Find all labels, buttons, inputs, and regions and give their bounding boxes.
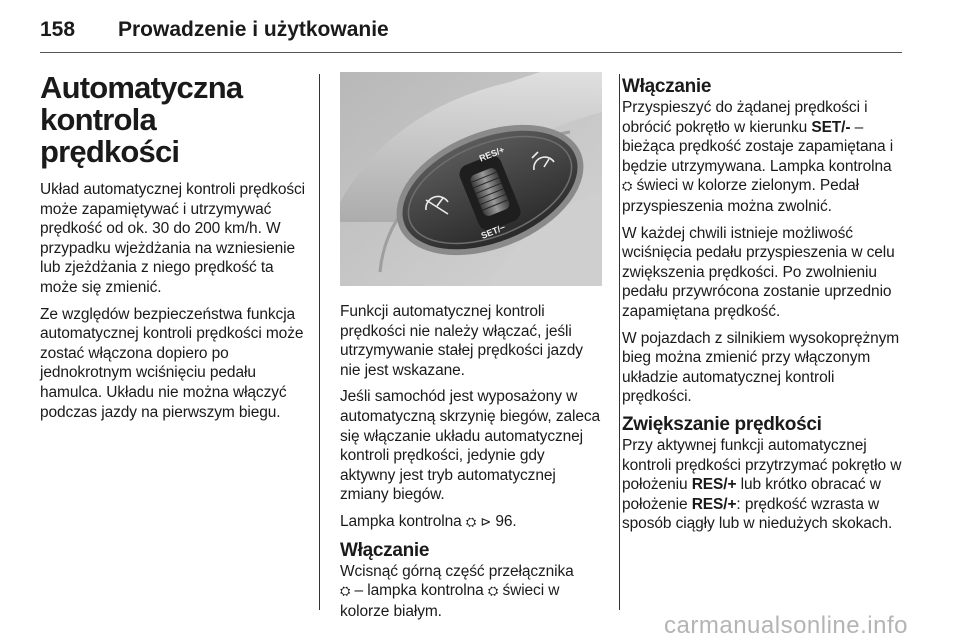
cruise-control-icon: ⛭ xyxy=(465,514,477,530)
subheading: Włączanie xyxy=(340,539,430,561)
column-right xyxy=(622,72,904,541)
section-title xyxy=(40,72,306,168)
set-button-ref: SET/- xyxy=(811,118,851,136)
res-button-ref: RES/+ xyxy=(691,476,737,494)
column-divider xyxy=(319,74,320,610)
paragraph: W każdej chwili istnieje możliwość wciśnięcia pedału przyspieszenia w celu zwiększenia prędkości. Po zwolnieniu pedału przywrócona zostanie uprzednio zapamiętana prędkość. xyxy=(622,224,895,320)
cruise-control-icon: ⛭ xyxy=(622,179,633,195)
page-header xyxy=(40,14,902,53)
paragraph: Przy aktywnej funkcji automatycznej kontroli prędkości przytrzymać pokrętło w położeniu RES/+ lub krótko obracać w położenie RES/+: prędkość wzrasta w sposób ciągły lub w niedużych skokach. xyxy=(622,436,902,533)
subheading: Włączanie xyxy=(622,76,712,97)
running-title: Prowadzenie i użytkowanie xyxy=(118,18,389,41)
page-reference-link[interactable]: 96. xyxy=(495,512,517,530)
res-button-ref: RES/+ xyxy=(691,495,737,513)
res-label: RES/+ xyxy=(477,144,506,164)
subheading: Zwiększanie prędkości xyxy=(622,413,822,435)
paragraph: Wcisnąć górną część przełącznika ⛭ – lampka kontrolna ⛭ świeci w kolorze białym. xyxy=(340,562,574,620)
paragraph: W pojazdach z silnikiem wysokoprężnym bieg można zmienić przy włączonym układzie automatycznej kontroli prędkości. xyxy=(622,329,900,406)
column-left xyxy=(40,72,306,429)
column-middle xyxy=(340,72,602,628)
paragraph: Funkcji automatycznej kontroli prędkości nie należy włączać, jeśli utrzymywanie stałej prędkości jazdy nie jest wskazane. xyxy=(340,303,583,379)
cruise-control-icon: ⛭ xyxy=(487,584,499,600)
paragraph: Ze względów bezpieczeństwa funkcja automatycznej kontroli prędkości może zostać włączona dopiero po jednokrotnym wciśnięciu pedału hamulca. Układu nie można włączyć podczas jazdy na pierwszym biegu. xyxy=(40,305,304,421)
watermark: carmanualsonline.info xyxy=(664,612,908,639)
page-number: 158 xyxy=(40,18,76,41)
page-reference-icon: ⊳ xyxy=(480,514,492,530)
set-label: SET/− xyxy=(479,222,507,241)
section-title-line2: prędkości xyxy=(40,134,180,169)
cruise-control-icon: ⛭ xyxy=(340,584,351,600)
section-title-line1: Automatyczna kontrola xyxy=(40,70,243,137)
column-divider xyxy=(619,74,620,610)
paragraph: Przyspieszyć do żądanej prędkości i obrócić pokrętło w kierunku SET/- – bieżąca prędkość zostaje zapamiętana i będzie utrzymywana. Lampka kontrolna ⛭ świeci w kolorze zielonym. Pedał przyspieszenia można zwolnić. xyxy=(622,99,894,215)
paragraph: Jeśli samochód jest wyposażony w automatyczną skrzynię biegów, zaleca się włączanie układu automatycznej kontroli prędkości, jedynie gdy aktywny jest tryb automatycznej zmiany biegów. xyxy=(340,388,601,504)
paragraph: Układ automatycznej kontroli prędkości może zapamiętywać i utrzymywać prędkość od ok. 30 do 200 km/h. W przypadku wjeżdżania na wzniesienie lub zjeżdżania z niego prędkość ta może się zmienić. xyxy=(40,181,305,296)
paragraph: Lampka kontrolna ⛭ ⊳ 96. xyxy=(340,512,517,530)
steering-wheel-photo xyxy=(340,72,602,286)
